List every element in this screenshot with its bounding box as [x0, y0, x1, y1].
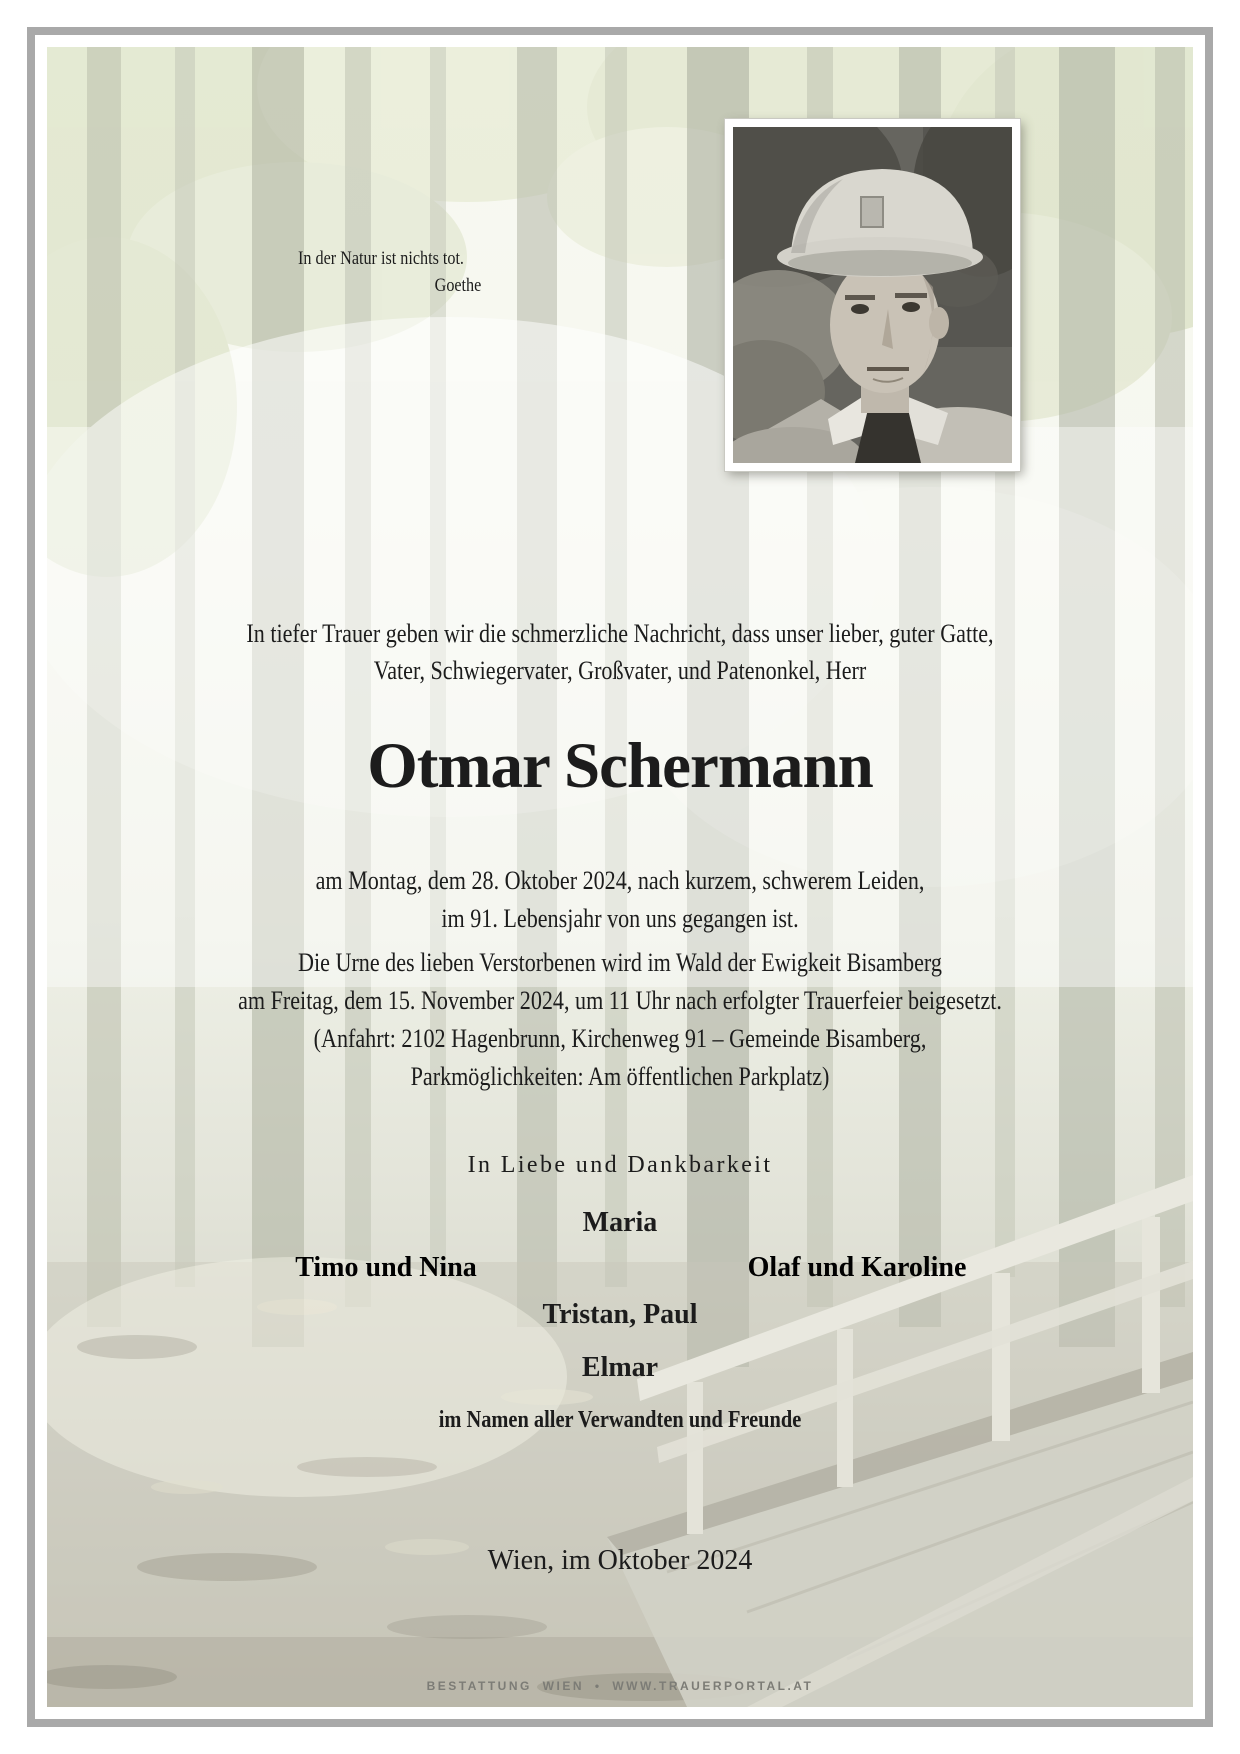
goethe-quote	[265, 245, 496, 299]
mourner-maria: Maria	[582, 1207, 658, 1238]
closing-line: In Liebe und Dankbarkeit	[467, 1152, 773, 1178]
death-line: im 91. Lebensjahr von uns gegangen ist.	[441, 904, 799, 933]
burial-line: Die Urne des lieben Verstorbenen wird im Wald der Ewigkeit Bisamberg	[298, 948, 942, 977]
relatives-note: im Namen aller Verwandten und Freunde	[438, 1407, 802, 1433]
funeral-home-footer: BESTATTUNG WIEN • WWW.TRAUERPORTAL.AT	[426, 1679, 814, 1693]
mourner-elmar: Elmar	[581, 1352, 659, 1383]
intro-line: Vater, Schwiegervater, Großvater, und Patenonkel, Herr	[373, 656, 867, 685]
quote-text: In der Natur ist nichts tot.	[298, 248, 464, 269]
quote-attribution: Goethe	[434, 275, 482, 296]
death-details	[133, 862, 1107, 938]
death-line: am Montag, dem 28. Oktober 2024, nach kurzem, schwerem Leiden,	[315, 866, 925, 895]
mourner-tristan-paul: Tristan, Paul	[542, 1299, 698, 1330]
portrait-illustration	[733, 127, 1012, 463]
card-content	[47, 47, 1193, 1707]
mourner-olaf-karoline: Olaf und Karoline	[747, 1252, 967, 1283]
burial-line: am Freitag, dem 15. November 2024, um 11 Uhr nach erfolgter Trauerfeier beigesetzt.	[238, 986, 1002, 1015]
burial-line: Parkmöglichkeiten: Am öffentlichen Parkplatz)	[410, 1062, 830, 1091]
intro-line: In tiefer Trauer geben wir die schmerzliche Nachricht, dass unser lieber, guter Gatte,	[246, 619, 994, 648]
burial-line: (Anfahrt: 2102 Hagenbrunn, Kirchenweg 91 – Gemeinde Bisamberg,	[313, 1024, 927, 1053]
deceased-name: Otmar Schermann	[367, 730, 873, 802]
portrait-photo	[725, 119, 1020, 471]
burial-details	[133, 944, 1107, 1096]
mourner-row	[47, 1252, 1193, 1286]
announcement-intro	[133, 615, 1107, 689]
place-date: Wien, im Oktober 2024	[487, 1545, 753, 1576]
mourner-timo-nina: Timo und Nina	[295, 1252, 477, 1283]
